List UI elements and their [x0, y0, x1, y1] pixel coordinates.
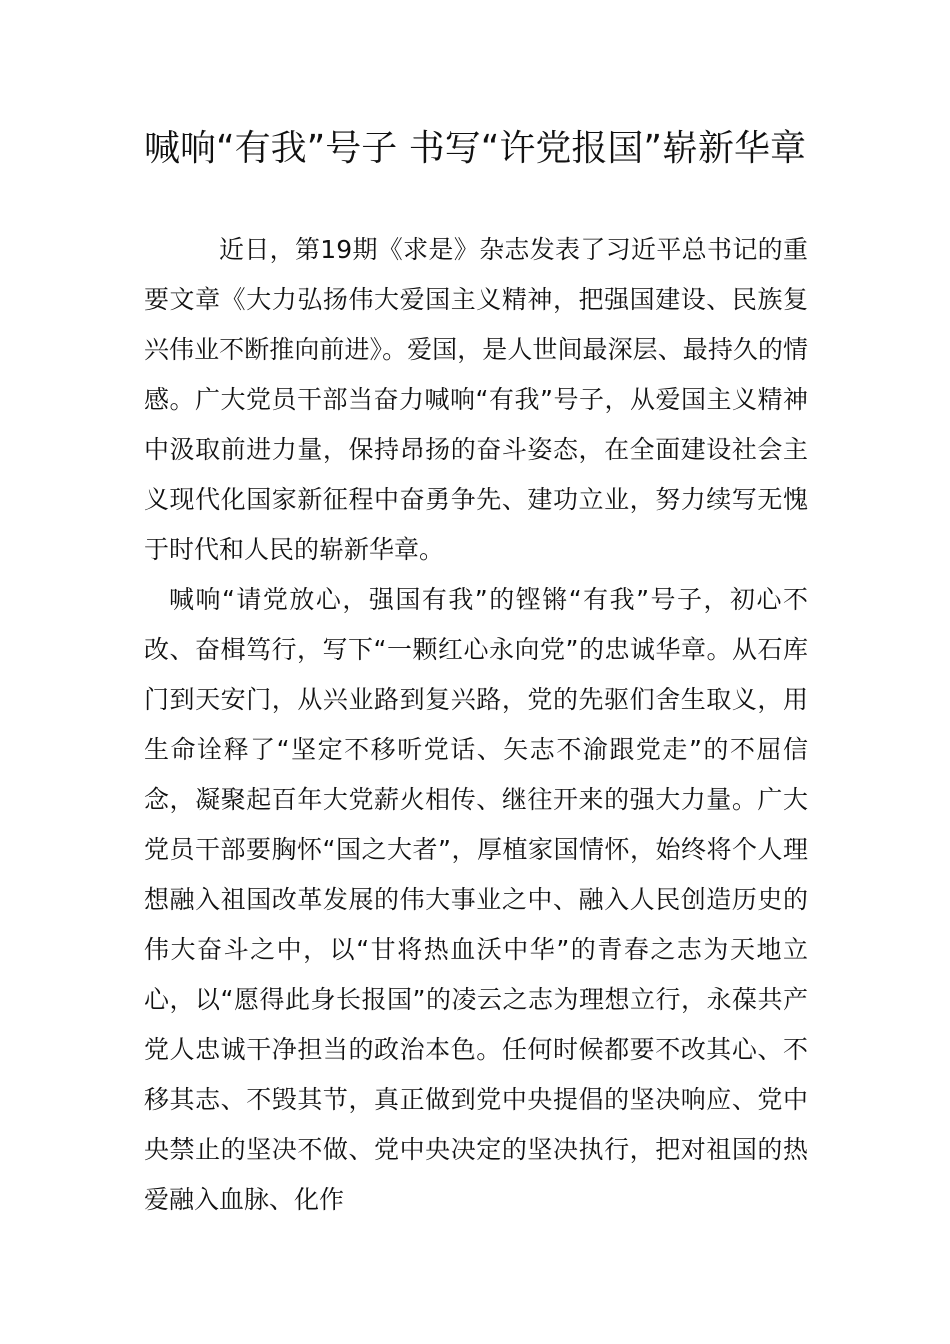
document-title: 喊响“有我”号子 书写“许党报国”崭新华章 — [143, 128, 807, 169]
paragraph-1: 近日，第19期《求是》杂志发表了习近平总书记的重要文章《大力弘扬伟大爱国主义精神，把强国建设、民族复兴伟业不断推向前进》。爱国，是人世间最深层、最持久的情感。广大党员干部当奋力喊响“有我”号子，从爱国主义精神中汲取前进力量，保持昂扬的奋斗姿态，在全面建设社会主义现代化国家新征程中奋勇争先、建功立业，努力续写无愧于时代和人民的崭新华章。 — [144, 235, 808, 564]
paragraph-2: 喊响“请党放心，强国有我”的铿锵“有我”号子，初心不改、奋楫笃行，写下“一颗红心永向党”的忠诚华章。从石库门到天安门，从兴业路到复兴路，党的先驱们舍生取义，用生命诠释了“坚定不移听党话、矢志不渝跟党走”的不屈信念，凝聚起百年大党薪火相传、继往开来的强大力量。广大党员干部要胸怀“国之大者”，厚植家国情怀，始终将个人理想融入祖国改革发展的伟大事业之中、融入人民创造历史的伟大奋斗之中，以“甘将热血沃中华”的青春之志为天地立心，以“愿得此身长报国”的凌云之志为理想立行，永葆共产党人忠诚干净担当的政治本色。任何时候都要不改其心、不移其志、不毁其节，真正做到党中央提倡的坚决响应、党中央禁止的坚决不做、党中央决定的坚决执行，把对祖国的热爱融入血脉、化作 — [144, 585, 808, 1214]
